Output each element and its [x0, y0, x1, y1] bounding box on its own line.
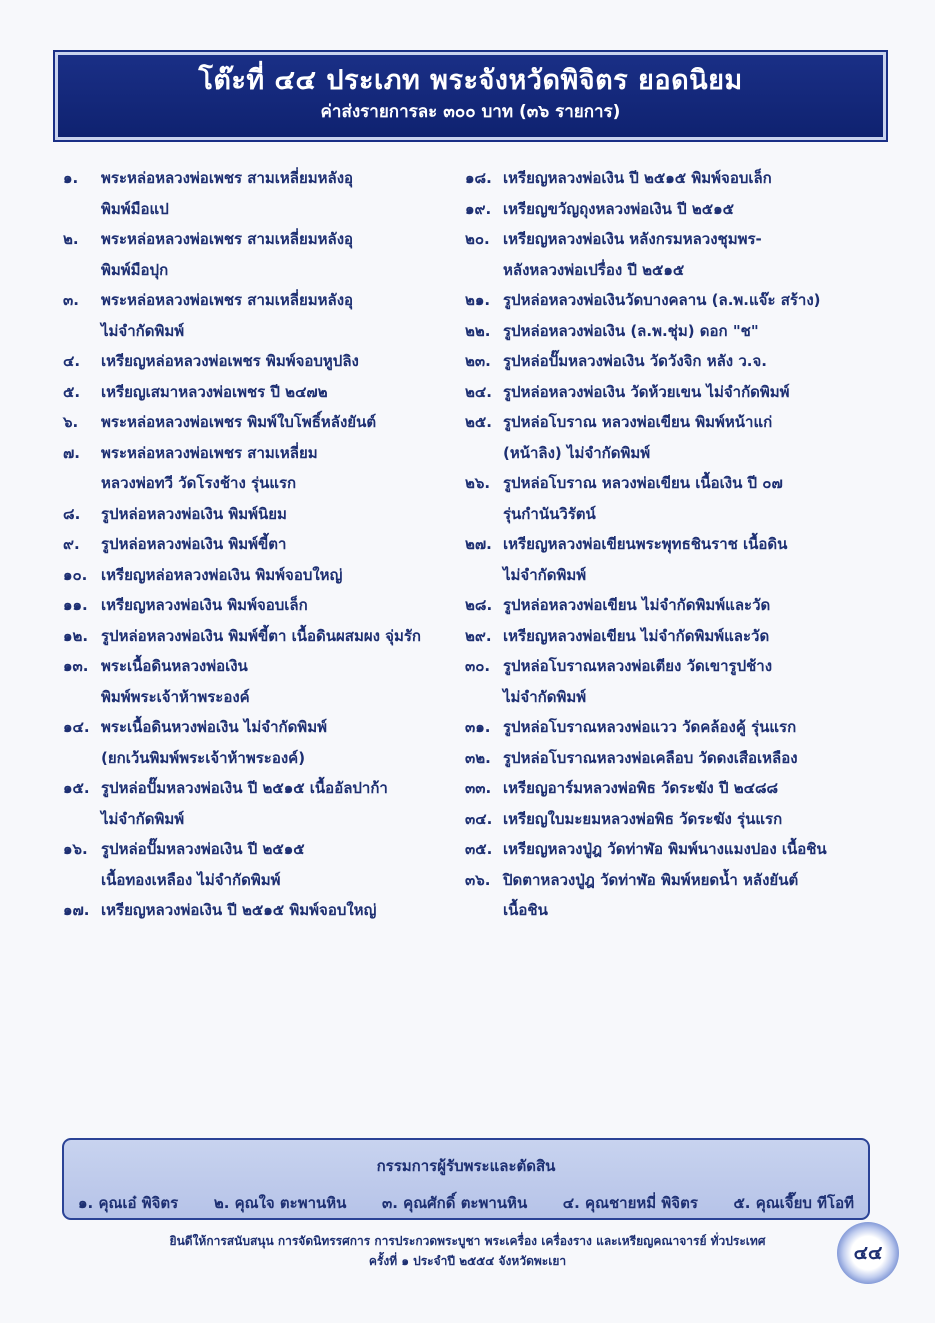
- item-text: เหรียญหล่อหลวงพ่อเงิน พิมพ์จอบใหญ่: [101, 565, 343, 584]
- committee-member: ๓. คุณศักดิ์ ตะพานหิน: [382, 1194, 528, 1212]
- list-item: [63, 651, 483, 682]
- item-text: (หน้าลิง) ไม่จำกัดพิมพ์: [503, 443, 651, 462]
- item-number: ๑๑.: [63, 596, 88, 614]
- item-number: ๓.: [63, 291, 79, 309]
- item-number: ๗.: [63, 443, 80, 462]
- list-item: [63, 346, 483, 377]
- footer-support-text: ยินดีให้การสนับสนุน การจัดนิทรรศการ การประกวดพระบูชา พระเครื่อง เครื่องราง และเหรียญคณาจารย์ ทั่วประเทศ: [169, 1234, 766, 1248]
- item-text: เนื้อชิน: [503, 901, 548, 919]
- item-text: ปิดตาหลวงปู่ฎ วัดท่าฬ่อ พิมพ์หยดน้ำ หลังยันต์: [503, 870, 799, 889]
- committee-title: กรรมการผู้รับพระและตัดสิน: [376, 1157, 556, 1175]
- item-number: ๒๒.: [465, 321, 491, 340]
- list-item: [465, 865, 885, 896]
- list-item: [63, 529, 483, 560]
- item-number: [465, 255, 503, 286]
- list-item: [63, 712, 483, 743]
- list-item: [465, 773, 885, 804]
- list-item: [63, 682, 483, 713]
- item-number: ๓๖.: [465, 870, 491, 889]
- item-number: ๓๔.: [465, 809, 493, 828]
- list-item: [63, 224, 483, 255]
- footer-event-text: ครั้งที่ ๑ ประจำปี ๒๕๕๔ จังหวัดพะเยา: [368, 1254, 567, 1268]
- list-item: [465, 255, 885, 286]
- item-text: รุ่นกำนันวิรัตน์: [503, 504, 596, 523]
- item-number: ๑.: [63, 169, 79, 187]
- list-item: [465, 834, 885, 865]
- item-text: รูปหล่อหลวงพ่อเงิน พิมพ์นิยม: [101, 504, 287, 523]
- committee-members: [78, 1191, 854, 1215]
- list-item: [63, 834, 483, 865]
- list-item: [63, 468, 483, 499]
- item-number: [465, 438, 503, 469]
- committee-member: ๒. คุณใจ ตะพานหิน: [213, 1194, 347, 1212]
- item-number: ๑๔.: [63, 718, 90, 736]
- item-text: เหรียญหลวงพ่อเงิน ปี ๒๕๑๕ พิมพ์จอบใหญ่: [101, 901, 377, 919]
- item-number: [465, 499, 503, 530]
- item-number: ๒๔.: [465, 382, 492, 401]
- committee-member: ๕. คุณเจี๊ยบ ทีโอที: [733, 1194, 854, 1212]
- item-text: เหรียญอาร์มหลวงพ่อพิธ วัดระฆัง ปี ๒๔๘๘: [503, 779, 779, 797]
- item-number: ๒๖.: [465, 474, 491, 492]
- item-text: ไม่จำกัดพิมพ์: [503, 687, 587, 706]
- list-item: [465, 499, 885, 530]
- item-number: ๓๒.: [465, 748, 491, 767]
- item-text: รูปหล่อโบราณหลวงพ่อเคลือบ วัดดงเสือเหลือง: [503, 748, 798, 767]
- list-item: [465, 285, 885, 316]
- item-text: ไม่จำกัดพิมพ์: [101, 321, 185, 340]
- item-text: รูปหล่อโบราณหลวงพ่อแวว วัดคล้องคู้ รุ่นแรก: [503, 718, 797, 736]
- item-text: รูปหล่อหลวงพ่อเขียน ไม่จำกัดพิมพ์และวัด: [503, 596, 771, 614]
- list-item: [63, 804, 483, 835]
- item-number: ๔.: [63, 352, 81, 370]
- item-text: รูปหล่อโบราณหลวงพ่อเตียง วัดเขารูปช้าง: [503, 657, 773, 675]
- item-number: [465, 895, 503, 926]
- item-text: เหรียญหลวงพ่อเขียน ไม่จำกัดพิมพ์และวัด: [503, 626, 770, 645]
- item-number: ๑๙.: [465, 199, 492, 218]
- item-number: ๒๑.: [465, 291, 491, 309]
- list-item: [465, 590, 885, 621]
- item-number: ๑๖.: [63, 840, 88, 858]
- item-number: ๒๓.: [465, 352, 491, 370]
- left-item-list: [63, 163, 483, 926]
- committee-member: ๑. คุณเอ๋ พิจิตร: [78, 1194, 179, 1212]
- committee-panel: [62, 1138, 870, 1220]
- item-number: [63, 682, 101, 713]
- item-number: ๖.: [63, 413, 79, 431]
- item-number: ๒.: [63, 230, 79, 248]
- item-text: พระหล่อหลวงพ่อเพชร พิมพ์ใบโพธิ์หลังยันต์: [101, 413, 377, 431]
- page-title: โต๊ะที่ ๔๔ ประเภท พระจังหวัดพิจิตร ยอดนิยม: [198, 65, 743, 96]
- item-number: ๑๐.: [63, 565, 88, 584]
- item-text: เหรียญเสมาหลวงพ่อเพชร ปี ๒๔๗๒: [101, 382, 328, 401]
- item-number: ๑๓.: [63, 657, 89, 675]
- item-number: ๑๘.: [465, 169, 492, 187]
- item-text: พิมพ์มือปุก: [101, 260, 169, 279]
- item-number: ๑๕.: [63, 779, 90, 797]
- item-text: รูปหล่อหลวงพ่อเงิน (ล.พ.ชุ่ม) ดอก "ช": [503, 321, 759, 340]
- item-text: รูปหล่อหลวงพ่อเงินวัดบางคลาน (ล.พ.แจ๊ะ สร้าง): [503, 291, 821, 309]
- item-number: ๓๑.: [465, 718, 491, 736]
- item-number: [63, 194, 101, 225]
- item-text: รูปหล่อปั๊มหลวงพ่อเงิน ปี ๒๕๑๕ เนื้ออัลปาก้า: [101, 779, 388, 797]
- item-number: ๓๓.: [465, 779, 492, 797]
- list-item: [63, 773, 483, 804]
- item-text: พระหล่อหลวงพ่อเพชร สามเหลี่ยมหลังอุ: [101, 169, 354, 187]
- item-number: ๑๒.: [63, 626, 89, 645]
- item-text: พระหล่อหลวงพ่อเพชร สามเหลี่ยม: [101, 443, 318, 462]
- item-text: หลวงพ่อทวี วัดโรงช้าง รุ่นแรก: [101, 474, 297, 492]
- item-number: [63, 865, 101, 896]
- item-text: รูปหล่อปั๊มหลวงพ่อเงิน ปี ๒๕๑๕: [101, 840, 305, 858]
- list-item: [465, 529, 885, 560]
- item-number: [63, 743, 101, 774]
- item-text: เหรียญหลวงพ่อเงิน ปี ๒๕๑๕ พิมพ์จอบเล็ก: [503, 169, 772, 187]
- header-band: [55, 52, 886, 140]
- item-text: ไม่จำกัดพิมพ์: [101, 809, 185, 828]
- item-number: [63, 316, 101, 347]
- item-text: หลังหลวงพ่อเปรื่อง ปี ๒๕๑๕: [503, 260, 685, 279]
- list-item: [465, 194, 885, 225]
- item-number: [63, 468, 101, 499]
- list-item: [63, 499, 483, 530]
- list-item: [63, 438, 483, 469]
- item-number: [465, 682, 503, 713]
- item-number: ๘.: [63, 504, 81, 523]
- item-text: พระเนื้อดินหลวงพ่อเงิน: [101, 657, 248, 675]
- item-text: เหรียญหลวงปู่ฎ วัดท่าฬ่อ พิมพ์นางแมงปอง เนื้อชิน: [503, 840, 827, 858]
- list-item: [63, 865, 483, 896]
- list-item: [465, 895, 885, 926]
- list-item: [465, 377, 885, 408]
- item-text: ไม่จำกัดพิมพ์: [503, 565, 587, 584]
- list-item: [63, 743, 483, 774]
- list-item: [465, 316, 885, 347]
- list-item: [63, 163, 483, 194]
- item-text: พระหล่อหลวงพ่อเพชร สามเหลี่ยมหลังอุ: [101, 291, 354, 309]
- list-item: [465, 224, 885, 255]
- item-text: รูปหล่อหลวงพ่อเงิน วัดห้วยเขน ไม่จำกัดพิมพ์: [503, 382, 790, 401]
- list-item: [63, 407, 483, 438]
- list-item: [63, 194, 483, 225]
- item-text: รูปหล่อหลวงพ่อเงิน พิมพ์ขี้ตา เนื้อดินผสมผง จุ่มรัก: [101, 626, 421, 645]
- list-item: [465, 468, 885, 499]
- item-number: ๒๐.: [465, 230, 490, 248]
- list-item: [63, 621, 483, 652]
- item-text: พิมพ์พระเจ้าห้าพระองค์: [101, 687, 250, 706]
- item-text: รูปหล่อโบราณ หลวงพ่อเขียน เนื้อเงิน ปี ๐๗: [503, 474, 783, 492]
- list-item: [465, 346, 885, 377]
- page-number: ๔๔: [853, 1242, 883, 1264]
- item-text: เหรียญหล่อหลวงพ่อเพชร พิมพ์จอบหูปลิง: [101, 352, 359, 370]
- list-item: [63, 377, 483, 408]
- list-item: [465, 743, 885, 774]
- item-number: [465, 560, 503, 591]
- item-text: เหรียญใบมะยมหลวงพ่อพิธ วัดระฆัง รุ่นแรก: [503, 809, 783, 828]
- item-number: ๒๙.: [465, 626, 492, 645]
- list-item: [63, 285, 483, 316]
- item-number: ๒๘.: [465, 596, 493, 614]
- item-number: ๒๗.: [465, 535, 492, 553]
- item-number: ๓๐.: [465, 657, 491, 675]
- list-item: [465, 438, 885, 469]
- item-text: รูปหล่อโบราณ หลวงพ่อเขียน พิมพ์หน้าแก่: [503, 413, 773, 431]
- item-text: รูปหล่อหลวงพ่อเงิน พิมพ์ขี้ตา: [101, 535, 287, 553]
- list-item: [465, 163, 885, 194]
- list-item: [63, 255, 483, 286]
- list-item: [63, 590, 483, 621]
- item-text: เนื้อทองเหลือง ไม่จำกัดพิมพ์: [101, 870, 281, 889]
- list-item: [465, 712, 885, 743]
- item-text: รูปหล่อปั๊มหลวงพ่อเงิน วัดวังจิก หลัง ว.จ.: [503, 352, 767, 370]
- item-number: [63, 255, 101, 286]
- item-text: (ยกเว้นพิมพ์พระเจ้าห้าพระองค์): [101, 748, 306, 767]
- list-item: [465, 651, 885, 682]
- item-text: พระเนื้อดินหวงพ่อเงิน ไม่จำกัดพิมพ์: [101, 718, 327, 736]
- item-text: เหรียญขวัญถุงหลวงพ่อเงิน ปี ๒๕๑๕: [503, 199, 735, 218]
- item-number: ๓๕.: [465, 840, 493, 858]
- item-number: ๑๗.: [63, 901, 90, 919]
- item-text: พระหล่อหลวงพ่อเพชร สามเหลี่ยมหลังอุ: [101, 230, 354, 248]
- list-item: [63, 560, 483, 591]
- item-text: เหรียญหลวงพ่อเงิน พิมพ์จอบเล็ก: [101, 596, 308, 614]
- page-subtitle: ค่าส่งรายการละ ๓๐๐ บาท (๓๖ รายการ): [320, 102, 621, 122]
- list-item: [465, 407, 885, 438]
- list-item: [63, 316, 483, 347]
- item-text: พิมพ์มือแป: [101, 199, 169, 218]
- list-item: [63, 895, 483, 926]
- item-number: ๒๕.: [465, 413, 492, 431]
- list-item: [465, 804, 885, 835]
- item-number: ๙.: [63, 535, 80, 553]
- list-item: [465, 621, 885, 652]
- right-item-list: [465, 163, 885, 926]
- list-item: [465, 560, 885, 591]
- item-number: ๕.: [63, 382, 81, 401]
- item-text: เหรียญหลวงพ่อเงิน หลังกรมหลวงชุมพร-: [503, 230, 762, 248]
- page-number-badge: [837, 1222, 899, 1284]
- committee-member: ๔. คุณชายหมี่ พิจิตร: [562, 1194, 698, 1212]
- item-number: [63, 804, 101, 835]
- item-text: เหรียญหลวงพ่อเขียนพระพุทธชินราช เนื้อดิน: [503, 535, 788, 553]
- list-item: [465, 682, 885, 713]
